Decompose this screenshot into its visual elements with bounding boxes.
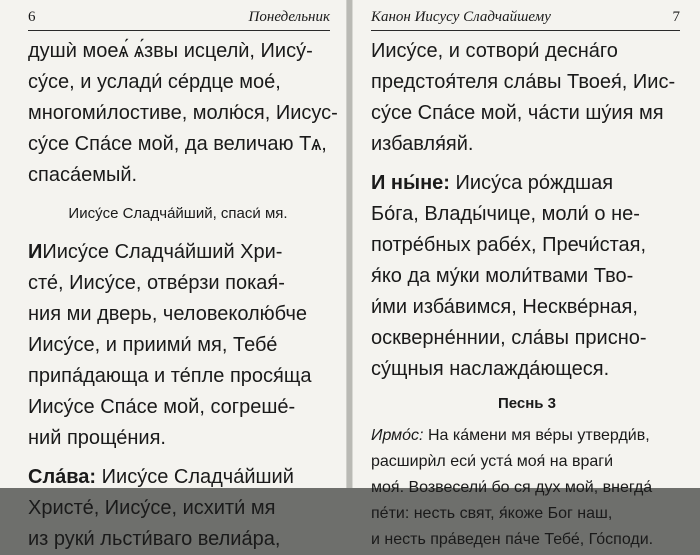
text-line-rest: Иису́са ро́ждшая (455, 172, 614, 194)
text-line: су́се, и услади́ се́рдце мое́, (28, 71, 281, 93)
text-line: ний проще́ния. (28, 427, 166, 449)
text-line: су́щныя наслажда́ющеся. (371, 358, 610, 380)
text-line: Христе́, Иису́се, исхити́ мя (28, 497, 276, 519)
right-page (352, 0, 700, 548)
text-line: избавля́яй. (371, 133, 474, 155)
text-line: из руки́ льсти́ваго велиа́ра, (28, 528, 281, 550)
text-line: су́се Спа́се мой, ча́сти шу́ия мя (371, 102, 664, 124)
ode-heading: Песнь 3 (497, 395, 557, 412)
text-line-rest: Иису́се Сладча́йший Хри- (42, 241, 283, 263)
text-line: и несть пра́веден па́че Тебе́, Го́споди. (371, 531, 654, 548)
i-nyne-label: И ны́не: (371, 172, 450, 194)
text-line: оскверне́ннии, сла́вы присно- (371, 327, 647, 349)
text-line: Бо́га, Влады́чице, моли́ о не- (371, 203, 640, 225)
left-page-number: 6 (28, 9, 36, 25)
right-running-title: Канон Иисусу Сладчайшему (371, 9, 551, 25)
text-line: пе́ти: несть свят, я́коже Бог наш, (371, 505, 613, 522)
text-line: спаса́емый. (28, 164, 138, 186)
text-line: потре́бных рабе́х, Пречи́стая, (371, 234, 647, 256)
text-line: и́ми изба́вимся, Нескве́рная, (371, 296, 638, 318)
text-line: ния ми дверь, человеколю́бче (28, 303, 308, 325)
text-line: расширѝл еси́ уста́ моя́ на враги́ (371, 453, 614, 470)
slava-label: Сла́ва: (28, 466, 97, 488)
text-line: предстоя́теля сла́вы Твоея́, Иис- (371, 71, 676, 93)
text-line: Иису́се, и сотвори́ десна́го (371, 40, 618, 62)
left-text-body (28, 36, 338, 555)
right-page-number: 7 (672, 9, 680, 25)
text-line (371, 168, 683, 199)
text-line-rest: На ка́мени мя ве́ры утверди́в, (427, 427, 650, 444)
text-line-rest: Иису́се Сладча́йший (101, 466, 294, 488)
text-line: И Иису́се Сладча́йший Хри- (28, 237, 328, 268)
refrain: Иису́се Сладча́йший, спаси́ мя. (68, 205, 288, 222)
left-running-title: Понедельник (248, 9, 330, 25)
text-line (371, 423, 683, 449)
text-line: моя́. Возвесели́ бо ся дух мой, внегда́ (371, 479, 653, 496)
left-running-head (28, 6, 330, 31)
left-page (0, 0, 347, 550)
text-line: сте́, Иису́се, отве́рзи покая́- (28, 272, 285, 294)
text-line: су́се Спа́се мой, да величаю Тѧ, (28, 133, 327, 155)
right-text-body (371, 36, 683, 553)
text-line: душѝ моеѧ́ ѧ́звы исцелѝ, Иису́- (28, 40, 313, 62)
text-line: многоми́лостиве, молю́ся, Иисус- (28, 102, 338, 124)
text-line: я́ко да му́ки моли́твами Тво- (371, 265, 634, 287)
irmos-label: Ирмо́с: (371, 427, 424, 444)
text-line: Иису́се, и приими́ мя, Тебе́ (28, 334, 278, 356)
text-line: припа́дающа и те́пле прося́ща (28, 365, 312, 387)
text-line: Иису́се Спа́се мой, согреше́- (28, 396, 296, 418)
right-running-head (371, 6, 680, 31)
text-line (28, 462, 328, 493)
